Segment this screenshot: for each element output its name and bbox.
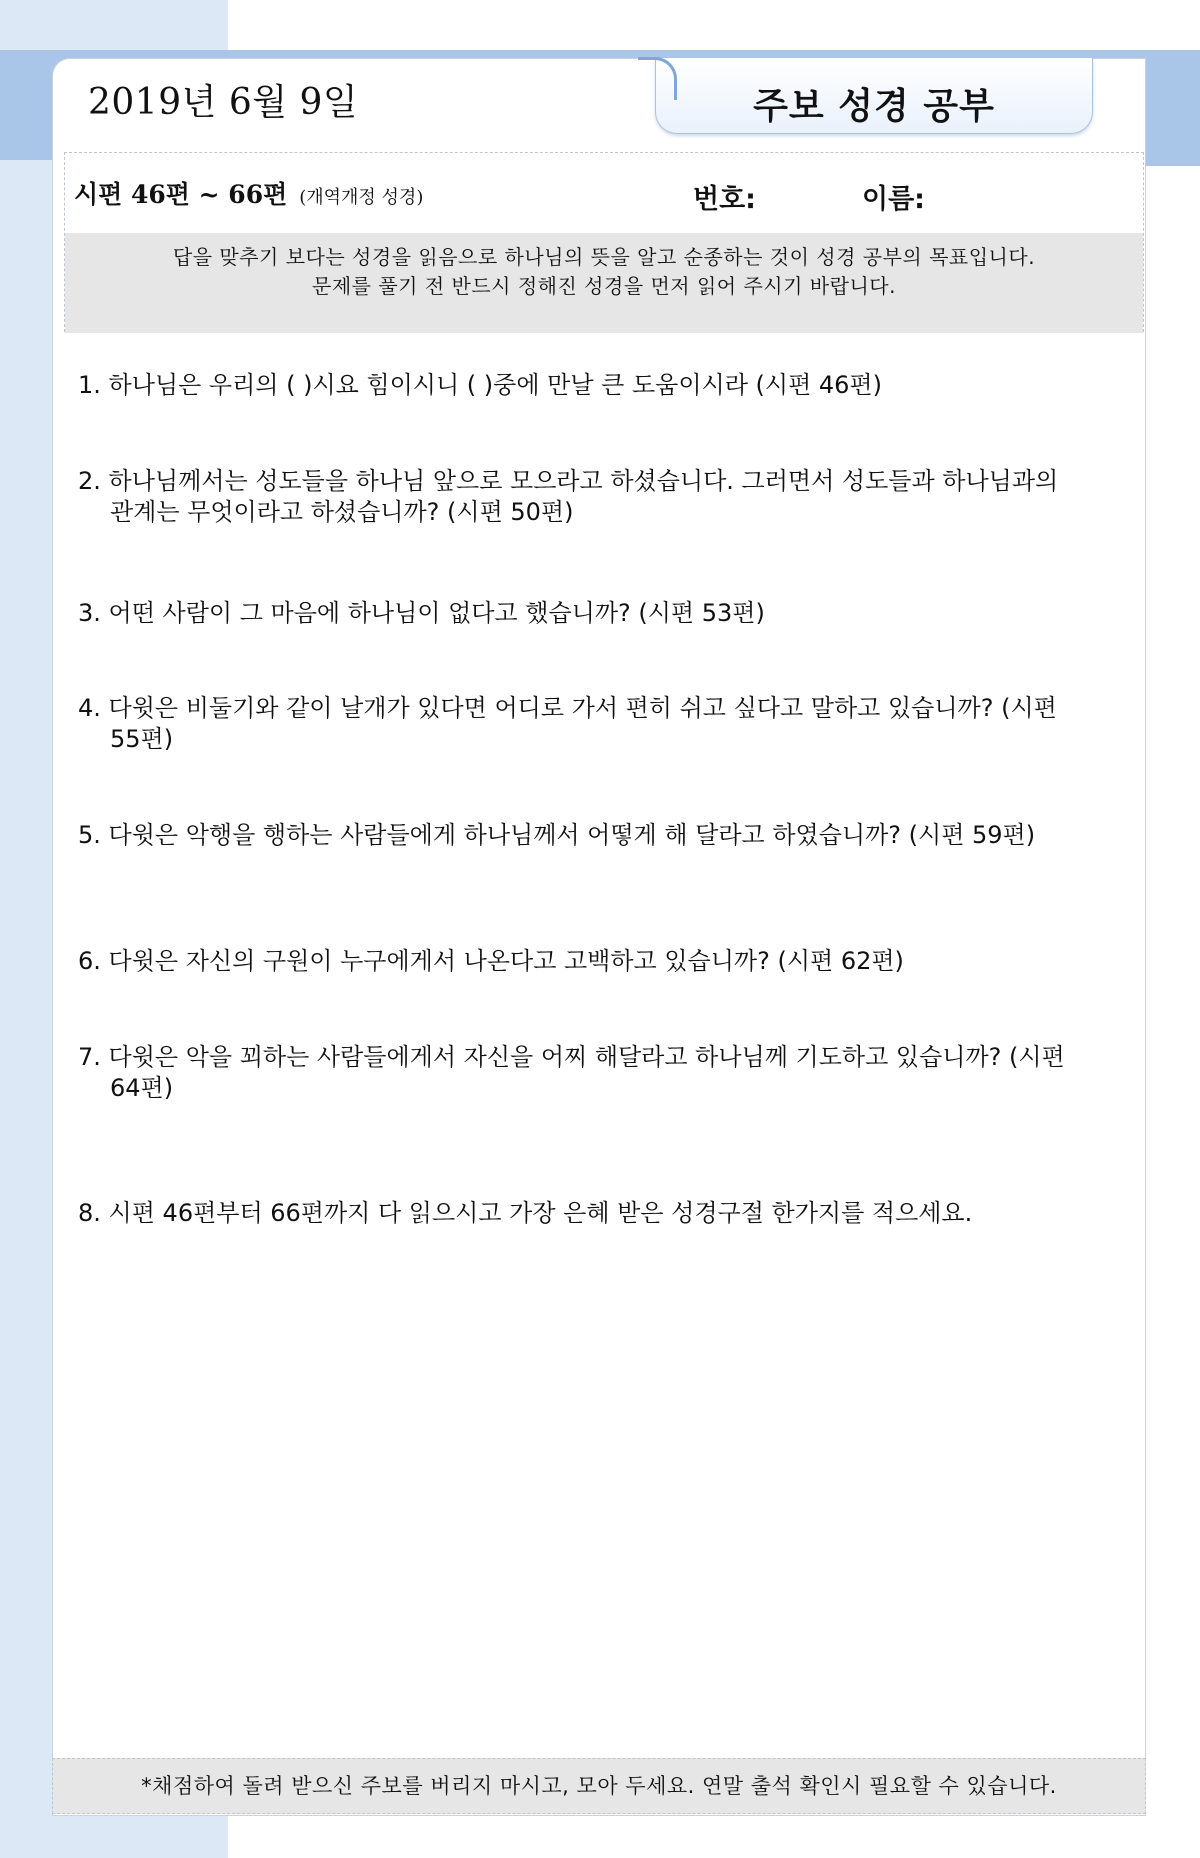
- question-number: 6.: [78, 947, 101, 975]
- instruction-line: 문제를 풀기 전 반드시 정해진 성경을 먼저 읽어 주시기 바랍니다.: [312, 274, 896, 298]
- question-number: 7.: [78, 1043, 101, 1071]
- question-4: [78, 693, 1120, 755]
- question-number: 2.: [78, 467, 101, 495]
- question-8: [78, 1198, 1120, 1229]
- question-number: 4.: [78, 694, 101, 722]
- instruction-line: 답을 맞추기 보다는 성경을 읽음으로 하나님의 뜻을 알고 순종하는 것이 성경 공부의 목표입니다.: [172, 245, 1036, 269]
- question-text: 하나님께서는 성도들을 하나님 앞으로 모으라고 하셨습니다. 그러면서 성도들과 하나님과의 관계는 무엇이라고 하셨습니까? (시편 50편): [108, 467, 1059, 526]
- background-left-column: [0, 160, 52, 1858]
- question-number: 8.: [78, 1199, 101, 1227]
- question-1: [78, 370, 1120, 401]
- page-title: 주보 성경 공부: [753, 86, 995, 127]
- bible-version: (개역개정 성경): [299, 187, 424, 208]
- question-text: 다윗은 악행을 행하는 사람들에게 하나님께서 어떻게 해 달라고 하였습니까? (시편 59편): [108, 821, 1036, 849]
- passage-range: [74, 175, 423, 211]
- question-text: 다윗은 비둘기와 같이 날개가 있다면 어디로 가서 편히 쉬고 싶다고 말하고 있습니까? (시편 55편): [108, 694, 1057, 753]
- question-text: 시편 46편부터 66편까지 다 읽으시고 가장 은혜 받은 성경구절 한가지를 적으세요.: [108, 1199, 973, 1227]
- question-6: [78, 946, 1120, 977]
- info-box: [64, 152, 1144, 332]
- question-number: 1.: [78, 371, 101, 399]
- question-3: [78, 598, 1120, 629]
- question-number: 3.: [78, 599, 101, 627]
- question-text: 어떤 사람이 그 마음에 하나님이 없다고 했습니까? (시편 53편): [108, 599, 765, 627]
- question-text: 다윗은 자신의 구원이 누구에게서 나온다고 고백하고 있습니까? (시편 62편): [108, 947, 904, 975]
- question-5: [78, 820, 1120, 851]
- question-7: [78, 1042, 1120, 1104]
- footer-note: *채점하여 돌려 받으신 주보를 버리지 마시고, 모아 두세요. 연말 출석 확인시 필요할 수 있습니다.: [52, 1758, 1146, 1814]
- info-row: [65, 153, 1143, 233]
- title-tab: [655, 58, 1093, 134]
- question-number: 5.: [78, 821, 101, 849]
- question-text: 하나님은 우리의 ( )시요 힘이시니 ( )중에 만날 큰 도움이시라 (시편 46편): [108, 371, 882, 399]
- name-field-label: 이름:: [862, 184, 925, 215]
- instructions: [65, 233, 1143, 333]
- question-2: [78, 466, 1120, 528]
- background-bottom: [52, 1816, 228, 1858]
- number-field-label: 번호:: [693, 184, 756, 215]
- date-label: 2019년 6월 9일: [88, 82, 359, 123]
- passage-text: 시편 46편 ~ 66편: [74, 180, 288, 209]
- question-text: 다윗은 악을 꾀하는 사람들에게서 자신을 어찌 해달라고 하나님께 기도하고 있습니까? (시편 64편): [108, 1043, 1065, 1102]
